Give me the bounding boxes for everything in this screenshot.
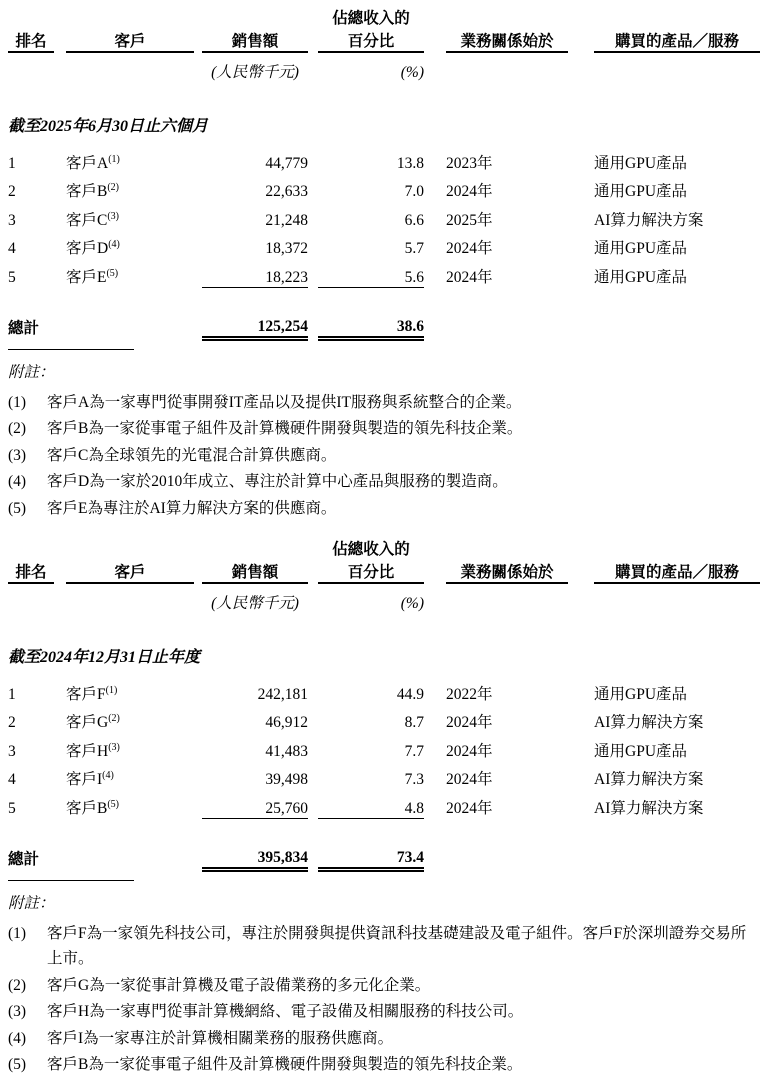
note-text: 客戶B為一家從事電子組件及計算機硬件開發與製造的領先科技企業。: [47, 420, 523, 437]
pct-cell: 6.6: [404, 211, 424, 229]
note-ref: (4): [108, 239, 120, 251]
product-cell: 通用GPU產品: [594, 269, 688, 287]
customer-cell: 客戶$F^{(1)}$: [66, 684, 118, 703]
note-marker: (4): [8, 473, 27, 490]
sales-cell: 18,372: [265, 240, 308, 258]
notes-label: 附註：: [8, 894, 55, 912]
customer-cell: 客戶$B^{(2)}$: [66, 182, 120, 201]
notes-label: 附註：: [8, 363, 55, 381]
sales-cell: 22,633: [265, 183, 308, 201]
pct-header-line1: 佔總收入的: [332, 541, 410, 559]
note-text: 客戶B為一家從事電子組件及計算機硬件開發與製造的領先科技企業。: [47, 1056, 523, 1073]
note-item: [8, 973, 760, 999]
customer-cell: 客戶$I^{(4)}$: [66, 770, 114, 789]
pct-header-line2: 百分比: [318, 28, 424, 52]
pct-cell: 5.6: [318, 258, 424, 287]
product-cell: 通用GPU產品: [594, 240, 688, 258]
product-cell: AI算力解決方案: [594, 800, 704, 818]
note-item: [8, 921, 760, 972]
note-marker: (5): [8, 1056, 27, 1073]
product-cell: AI算力解決方案: [594, 771, 704, 789]
note-item: [8, 443, 760, 469]
customer-cell: 客戶$E^{(5)}$: [66, 268, 119, 287]
notes-list: [8, 921, 760, 1078]
note-marker: (5): [8, 499, 27, 517]
note-text: 客戶I為一家專注於計算機相關業務的服務供應商。: [47, 1029, 394, 1047]
table-row: [8, 258, 760, 287]
period-title: 截至2025年6月30日止六個月: [8, 117, 209, 135]
total-row: [8, 841, 760, 870]
product-header: 購買的產品／服務: [594, 28, 760, 52]
sales-unit-label: (人民幣千元): [211, 595, 299, 613]
pct-cell: 8.7: [404, 714, 424, 732]
notes-separator-line: [8, 880, 134, 881]
since-cell: 2024年: [446, 240, 493, 258]
total-pct: 73.4: [318, 841, 424, 870]
top-customers-table-2024fy: [8, 539, 760, 872]
note-item: [8, 999, 760, 1025]
table-row: [8, 675, 760, 704]
product-cell: 通用GPU產品: [594, 183, 688, 201]
total-label: 總計: [8, 320, 40, 338]
section-2025-h1: [8, 8, 760, 521]
note-item: [8, 390, 760, 416]
note-ref: (3): [107, 210, 120, 222]
since-cell: 2025年: [446, 211, 493, 229]
rank-cell: 1: [8, 685, 16, 703]
note-ref: (5): [107, 799, 120, 811]
customer-cell: 客戶$A^{(1)}$: [66, 153, 120, 172]
pct-cell: 13.8: [396, 154, 424, 172]
note-ref: (5): [106, 268, 119, 280]
note-item: [8, 416, 760, 442]
note-text: 客戶F為一家領先科技公司，專注於開發與提供資訊科技基礎建設及電子組件。客戶F於深圳證券交易所上市。: [47, 924, 747, 967]
rank-header: 排名: [8, 559, 54, 583]
rank-header: 排名: [8, 28, 54, 52]
sales-cell: 41,483: [265, 742, 308, 760]
note-item: [8, 1026, 760, 1052]
rank-cell: 5: [8, 800, 16, 818]
pct-cell: 7.3: [404, 771, 424, 789]
product-cell: AI算力解決方案: [594, 714, 704, 732]
table-row: [8, 144, 760, 173]
since-header: 業務關係始於: [446, 559, 568, 583]
product-cell: 通用GPU產品: [594, 742, 688, 760]
product-cell: 通用GPU產品: [594, 154, 688, 172]
sales-cell: 39,498: [265, 771, 308, 789]
since-cell: 2024年: [446, 800, 493, 818]
notes-list: [8, 390, 760, 522]
sales-cell: 25,760: [202, 789, 308, 818]
note-item: [8, 496, 760, 522]
product-cell: 通用GPU產品: [594, 685, 688, 703]
rank-cell: 2: [8, 714, 16, 732]
total-label: 總計: [8, 851, 40, 869]
note-text: 客戶G為一家從事計算機及電子設備業務的多元化企業。: [47, 976, 431, 994]
product-header: 購買的產品／服務: [594, 559, 760, 583]
pct-unit-label: (%): [400, 595, 424, 613]
customer-cell: 客戶$H^{(3)}$: [66, 741, 120, 760]
rank-cell: 1: [8, 154, 16, 172]
table-row: [8, 732, 760, 761]
customer-cell: 客戶$B^{(5)}$: [66, 799, 120, 818]
since-header: 業務關係始於: [446, 28, 568, 52]
note-item: [8, 1052, 760, 1078]
customer-header: 客戶: [66, 559, 194, 583]
total-sales: 395,834: [202, 841, 308, 870]
note-marker: (3): [8, 446, 27, 464]
section-2024-fy: [8, 539, 760, 1078]
note-ref: (1): [108, 153, 120, 165]
pct-cell: 7.7: [404, 742, 424, 760]
note-text: 客戶A為一家專門從事開發IT產品以及提供IT服務與系統整合的企業。: [47, 393, 522, 411]
table-row: [8, 761, 760, 790]
rank-cell: 3: [8, 742, 16, 760]
sales-cell: 21,248: [265, 211, 308, 229]
since-cell: 2023年: [446, 154, 493, 172]
sales-cell: 242,181: [257, 685, 308, 703]
rank-cell: 4: [8, 771, 16, 789]
note-ref: (3): [108, 741, 120, 753]
note-ref: (4): [102, 770, 114, 782]
product-cell: AI算力解決方案: [594, 211, 704, 229]
pct-cell: 4.8: [318, 789, 424, 818]
sales-cell: 18,223: [202, 258, 308, 287]
pct-unit-label: (%): [400, 64, 424, 82]
note-text: 客戶E為專注於AI算力解決方案的供應商。: [47, 499, 337, 517]
table-row: [8, 173, 760, 202]
pct-cell: 7.0: [404, 183, 424, 201]
since-cell: 2024年: [446, 742, 493, 760]
table-row: [8, 704, 760, 733]
note-marker: (1): [8, 924, 27, 942]
table-row: [8, 230, 760, 259]
note-marker: (1): [8, 393, 27, 411]
since-cell: 2024年: [446, 269, 493, 287]
total-pct: 38.6: [318, 310, 424, 339]
customer-cell: 客戶$C^{(3)}$: [66, 210, 120, 229]
pct-header-line2: 百分比: [318, 559, 424, 583]
pct-cell: 44.9: [396, 685, 424, 703]
pct-cell: 5.7: [404, 240, 424, 258]
sales-unit-label: (人民幣千元): [211, 64, 299, 82]
note-text: 客戶D為一家於2010年成立、專注於計算中心產品與服務的製造商。: [47, 473, 508, 490]
since-cell: 2024年: [446, 771, 493, 789]
customer-header: 客戶: [66, 28, 194, 52]
rank-cell: 4: [8, 240, 16, 258]
note-marker: (2): [8, 976, 27, 994]
sales-cell: 46,912: [265, 714, 308, 732]
sales-cell: 44,779: [265, 154, 308, 172]
since-cell: 2024年: [446, 714, 493, 732]
top-customers-table-2025h1: [8, 8, 760, 341]
pct-header-line1: 佔總收入的: [332, 10, 410, 28]
sales-header: 銷售額: [202, 559, 308, 583]
since-cell: 2022年: [446, 685, 493, 703]
note-ref: (2): [108, 713, 120, 725]
rank-cell: 3: [8, 211, 16, 229]
note-ref: (1): [105, 684, 118, 696]
note-ref: (2): [107, 182, 120, 194]
note-text: 客戶C為全球領先的光電混合計算供應商。: [47, 446, 337, 464]
table-row: [8, 789, 760, 818]
since-cell: 2024年: [446, 183, 493, 201]
rank-cell: 2: [8, 183, 16, 201]
note-marker: (2): [8, 420, 27, 437]
notes-separator-line: [8, 349, 134, 350]
total-row: [8, 310, 760, 339]
rank-cell: 5: [8, 269, 16, 287]
note-item: [8, 469, 760, 495]
note-marker: (4): [8, 1029, 27, 1047]
period-title: 截至2024年12月31日止年度: [8, 648, 201, 666]
note-text: 客戶H為一家專門從事計算機網絡、電子設備及相關服務的科技公司。: [47, 1003, 524, 1020]
table-row: [8, 201, 760, 230]
customer-cell: 客戶$G^{(2)}$: [66, 713, 120, 732]
customer-cell: 客戶$D^{(4)}$: [66, 239, 120, 258]
sales-header: 銷售額: [202, 28, 308, 52]
total-sales: 125,254: [202, 310, 308, 339]
note-marker: (3): [8, 1003, 27, 1020]
